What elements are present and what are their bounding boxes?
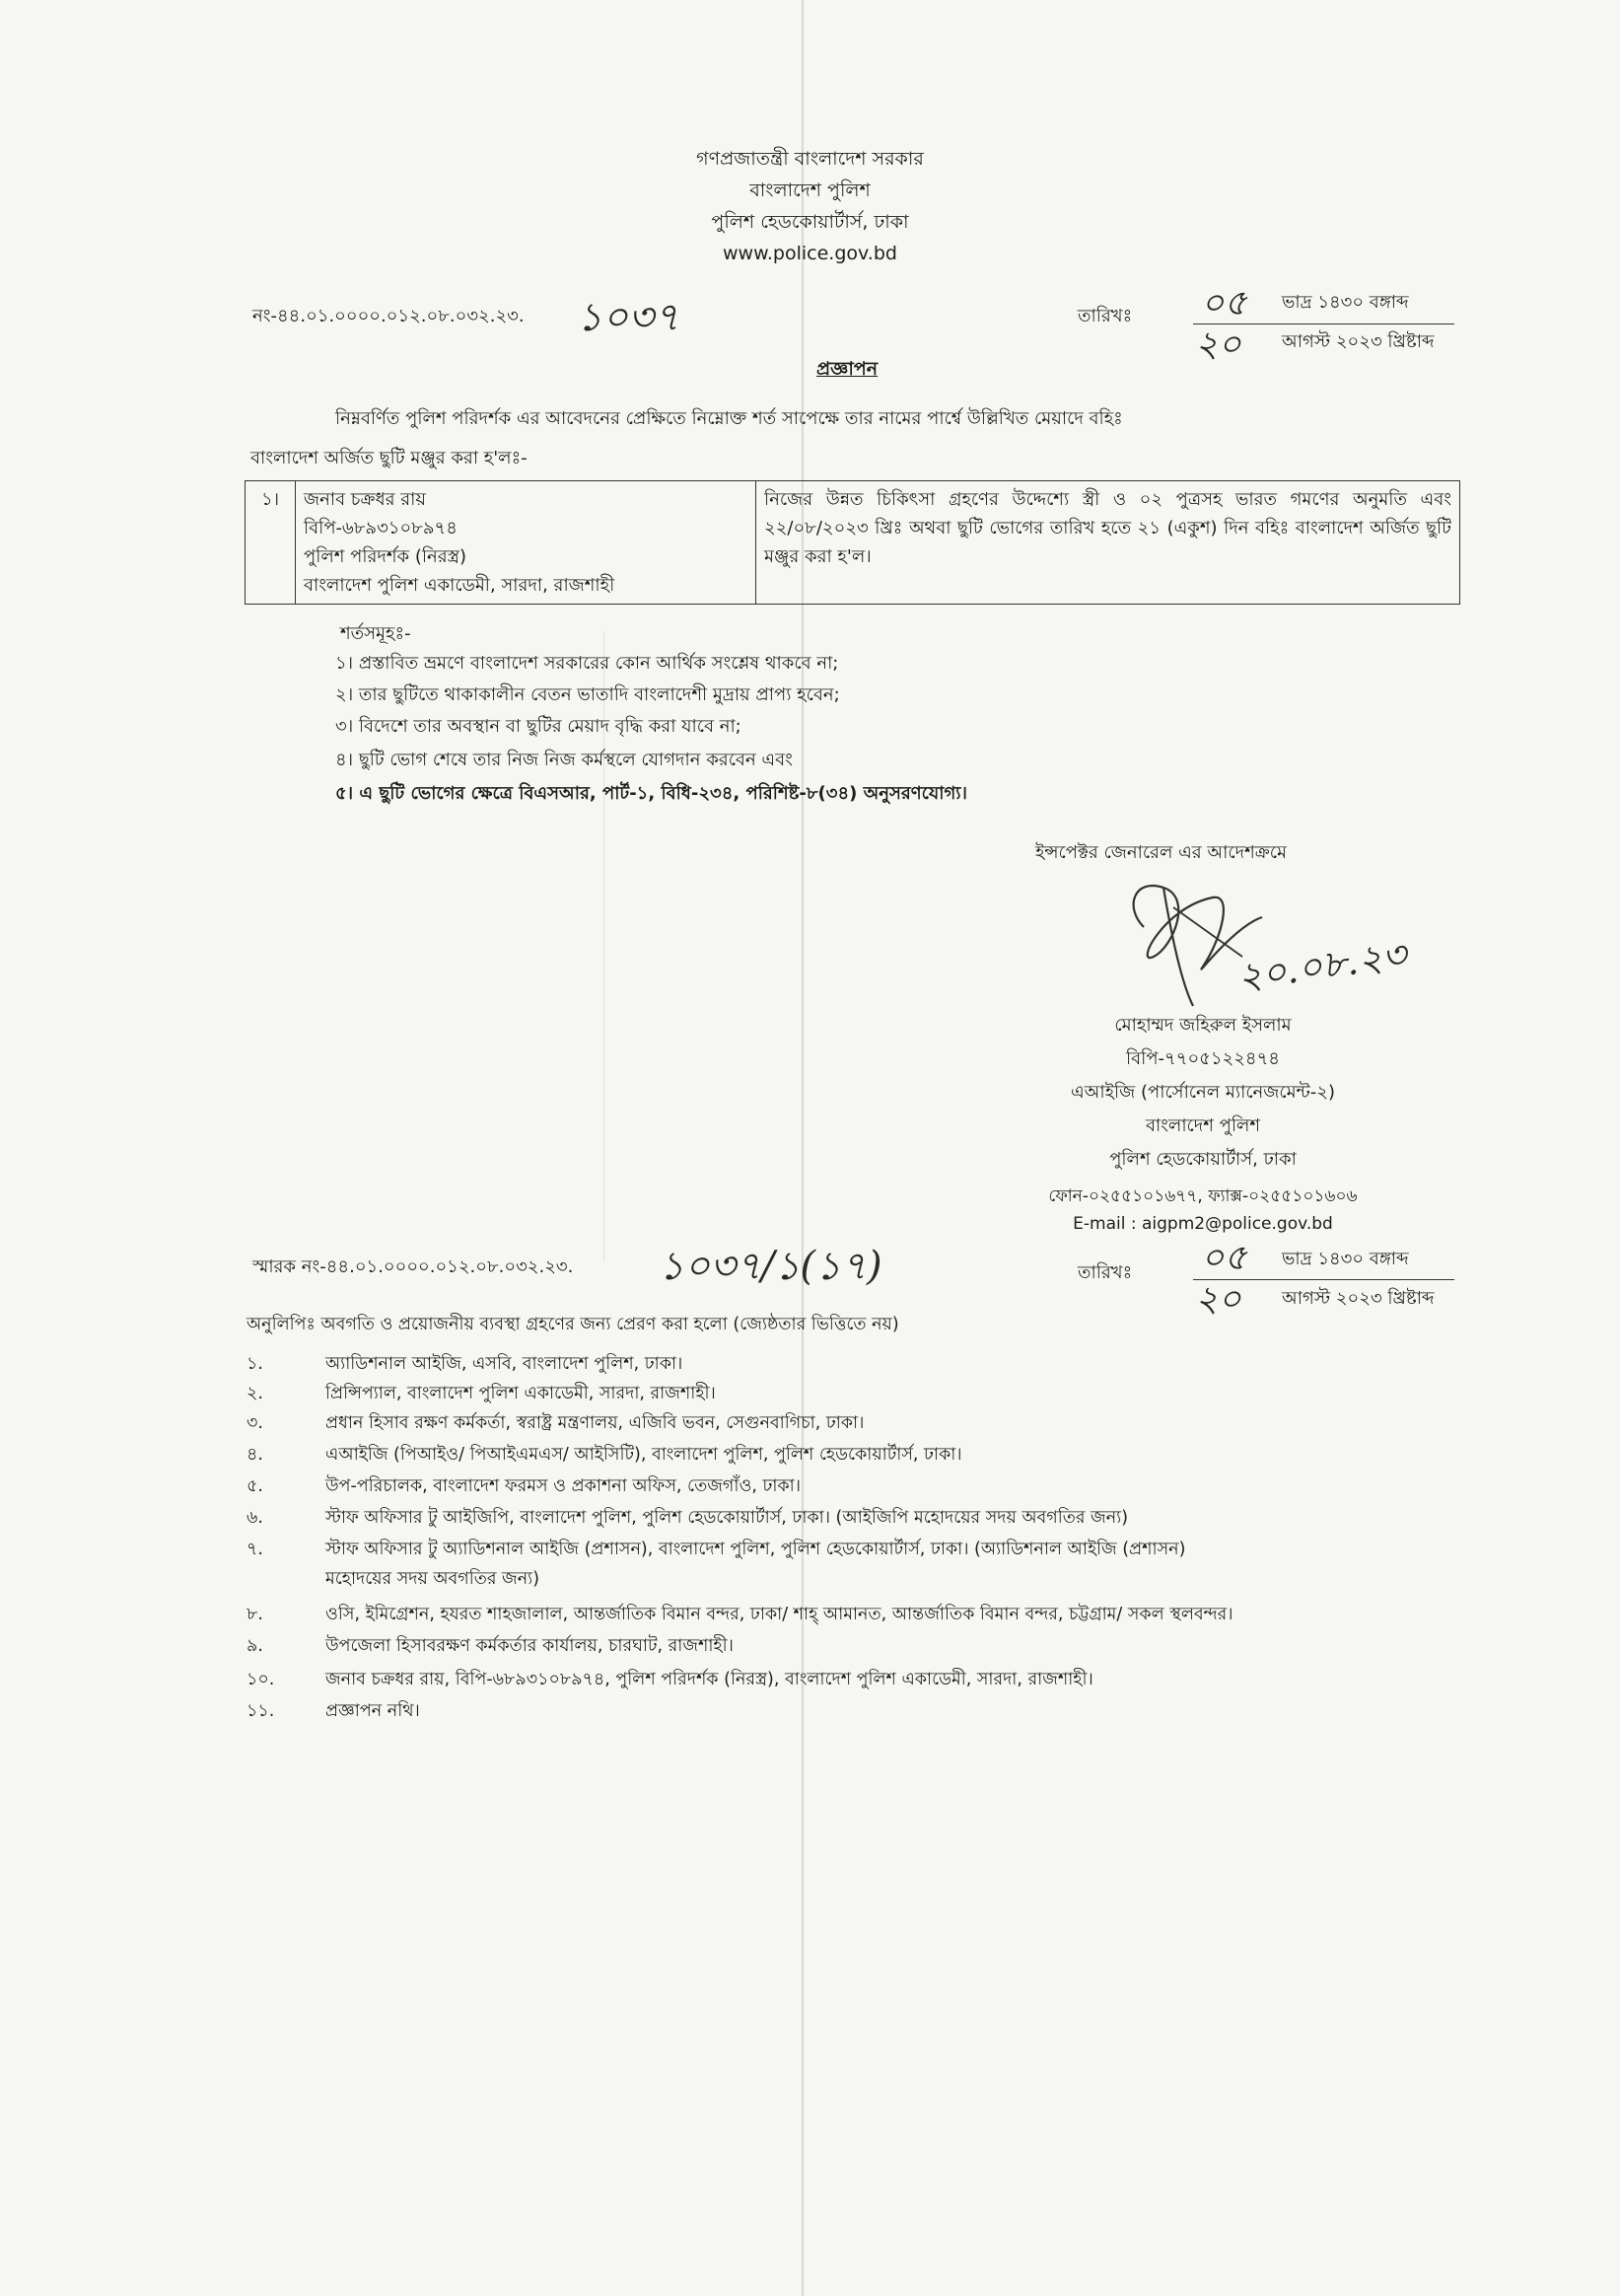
signer-bp: বিপি-৭৭০৫১২২৪৭৪ <box>1126 1048 1280 1069</box>
list-number: ১১. <box>247 1701 275 1721</box>
signer-designation: এআইজি (পার্সোনেল ম্যানেজমেন্ট-২) <box>1070 1082 1336 1103</box>
list-item <box>247 1351 682 1380</box>
date-english-day: ২০ <box>1195 324 1241 365</box>
person-name: জনাব চক্রধর রায় <box>304 489 427 510</box>
list-text: জনাব চক্রধর রায়, বিপি-৬৮৯৩১০৮৯৭৪, পুলিশ পরিদর্শক (নিরস্ত্র), বাংলাদেশ পুলিশ একাডেমী, সারদা, রাজশাহী। <box>325 1670 1093 1689</box>
list-number: ৫. <box>247 1476 263 1496</box>
list-item <box>247 1602 1233 1630</box>
condition-item: ৩। বিদেশে তার অবস্থান বা ছুটির মেয়াদ বৃদ্ধি করা যাবে না; <box>335 716 741 737</box>
conditions-heading: শর্তসমূহঃ- <box>340 623 411 644</box>
signer-email[interactable]: E-mail : aigpm2@police.gov.bd <box>1073 1214 1333 1234</box>
condition-item: ৫। এ ছুটি ভোগের ক্ষেত্রে বিএসআর, পার্ট-১, বিধি-২৩৪, পরিশিষ্ট-৮(৩৪) অনুসরণযোগ্য। <box>335 783 967 804</box>
date-label: তারিখঃ <box>1078 306 1133 326</box>
list-number: ১০. <box>247 1670 275 1689</box>
signer-office: পুলিশ হেডকোয়ার্টার্স, ঢাকা <box>1109 1149 1297 1170</box>
list-item <box>247 1667 1093 1695</box>
list-item <box>247 1633 734 1662</box>
intro-line-1: নিম্নবর্ণিত পুলিশ পরিদর্শক এর আবেদনের প্রেক্ষিতে নিম্নোক্ত শর্ত সাপেক্ষে তার নামের পার্শ্বে উল্লিখিত মেয়াদে বহিঃ <box>335 408 1123 429</box>
intro-line-2: বাংলাদেশ অর্জিত ছুটি মঞ্জুর করা হ'লঃ- <box>250 448 528 468</box>
list-number: ৯. <box>247 1636 263 1656</box>
list-number: ৬. <box>247 1508 263 1528</box>
date-english: আগস্ট ২০২৩ খ্রিষ্টাব্দ <box>1282 331 1435 352</box>
list-text: স্টাফ অফিসার টু আইজিপি, বাংলাদেশ পুলিশ, পুলিশ হেডকোয়ার্টার্স, ঢাকা। (আইজিপি মহোদয়ের সদয় অবগতির জন্য) <box>325 1508 1129 1528</box>
date-bangla: ভাদ্র ১৪৩০ বঙ্গাব্দ <box>1282 1249 1409 1269</box>
list-text: প্রধান হিসাব রক্ষণ কর্মকর্তা, স্বরাষ্ট্র মন্ত্রণালয়, এজিবি ভবন, সেগুনবাগিচা, ঢাকা। <box>325 1413 865 1433</box>
date-bangla-day: ০৫ <box>1201 1238 1247 1278</box>
list-text: প্রজ্ঞাপন নথি। <box>325 1701 420 1721</box>
person-unit: বাংলাদেশ পুলিশ একাডেমী, সারদা, রাজশাহী <box>304 575 615 596</box>
memo-number: নং-৪৪.০১.০০০০.০১২.০৮.০৩২.২৩. <box>252 306 525 326</box>
header-website[interactable]: www.police.gov.bd <box>723 243 897 264</box>
list-item <box>247 1410 864 1439</box>
order-line: ইন্সপেক্টর জেনারেল এর আদেশক্রমে <box>1035 842 1288 863</box>
signer-org: বাংলাদেশ পুলিশ <box>1145 1115 1261 1136</box>
date-english-day: ২০ <box>1195 1279 1241 1320</box>
memo-handwritten-number: ১০৩৭ <box>577 295 679 340</box>
list-number: ১. <box>247 1354 263 1374</box>
paper-fold-line <box>802 0 804 2296</box>
leave-grant-table <box>245 480 1460 605</box>
list-item <box>247 1698 420 1727</box>
list-number: ২. <box>247 1384 263 1403</box>
list-item <box>247 1505 1128 1534</box>
list-number: ৭. <box>247 1540 263 1559</box>
list-text: অ্যাডিশনাল আইজি, এসবি, বাংলাদেশ পুলিশ, ঢাকা। <box>325 1354 683 1374</box>
date-bangla-day: ০৫ <box>1201 283 1247 323</box>
condition-item: ২। তার ছুটিতে থাকাকালীন বেতন ভাতাদি বাংলাদেশী মুদ্রায় প্রাপ্য হবেন; <box>335 684 840 705</box>
list-item <box>247 1442 962 1471</box>
date-bangla: ভাদ্র ১৪৩০ বঙ্গাব্দ <box>1282 292 1409 313</box>
signature-date: ২০.০৮.২৩ <box>1234 932 1410 999</box>
list-text: এআইজি (পিআইও/ পিআইএমএস/ আইসিটি), বাংলাদেশ পুলিশ, পুলিশ হেডকোয়ার্টার্স, ঢাকা। <box>325 1445 962 1465</box>
table-cell-person <box>296 481 756 605</box>
table-cell-details: নিজের উন্নত চিকিৎসা গ্রহণের উদ্দেশ্যে স্ত্রী ও ০২ পুত্রসহ ভারত গমণের অনুমতি এবং ২২/০৮/২০২৩ খ্রিঃ অথবা ছুটি ভোগের তারিখ হতে ২১ (একুশ) দিন বহিঃ বাংলাদেশ অর্জিত ছুটি মঞ্জুর করা হ'ল। <box>756 481 1460 605</box>
list-text: উপ-পরিচালক, বাংলাদেশ ফরমস ও প্রকাশনা অফিস, তেজগাঁও, ঢাকা। <box>325 1476 802 1496</box>
list-text: স্টাফ অফিসার টু অ্যাডিশনাল আইজি (প্রশাসন), বাংলাদেশ পুলিশ, পুলিশ হেডকোয়ার্টার্স, ঢাকা। (অ্যাডিশনাল আইজি (প্রশাসন) <box>325 1540 1186 1559</box>
signer-phone: ফোন-০২৫৫১০১৬৭৭, ফ্যাক্স-০২৫৫১০১৬০৬ <box>1048 1186 1358 1206</box>
list-text: প্রিন্সিপ্যাল, বাংলাদেশ পুলিশ একাডেমী, সারদা, রাজশাহী। <box>325 1384 716 1403</box>
list-number: ৪. <box>247 1445 263 1465</box>
header-government: গণপ্রজাতন্ত্রী বাংলাদেশ সরকার <box>696 148 924 170</box>
list-text: ওসি, ইমিগ্রেশন, হযরত শাহজালাল, আন্তর্জাতিক বিমান বন্দর, ঢাকা/ শাহ্ আমানত, আন্তর্জাতিক বিমান বন্দর, চট্টগ্রাম/ সকল স্থলবন্দর। <box>325 1605 1233 1624</box>
signer-name: মোহাম্মদ জহিরুল ইসলাম <box>1114 1015 1292 1036</box>
list-item-continuation: মহোদয়ের সদয় অবগতির জন্য) <box>325 1569 540 1589</box>
list-text: উপজেলা হিসাবরক্ষণ কর্মকর্তার কার্যালয়, চারঘাট, রাজশাহী। <box>325 1636 734 1656</box>
condition-item: ১। প্রস্তাবিত ভ্রমণে বাংলাদেশ সরকারের কোন আর্থিক সংশ্লেষ থাকবে না; <box>335 653 839 674</box>
table-cell-serial: ১। <box>246 481 296 605</box>
list-item <box>247 1381 716 1409</box>
list-number: ৩. <box>247 1413 263 1433</box>
header-office: পুলিশ হেডকোয়ার্টার্স, ঢাকা <box>711 211 909 233</box>
list-number: ৮. <box>247 1605 263 1624</box>
date-english: আগস্ট ২০২৩ খ্রিষ্টাব্দ <box>1282 1288 1435 1309</box>
header-police: বাংলাদেশ পুলিশ <box>749 179 871 201</box>
list-item <box>247 1473 801 1502</box>
table-row <box>246 481 1460 605</box>
list-item <box>247 1537 1185 1565</box>
person-rank: পুলিশ পরিদর্শক (নিরস্ত্র) <box>304 546 467 567</box>
document-title: প্রজ্ঞাপন <box>816 358 879 380</box>
date-label: তারিখঃ <box>1078 1262 1133 1283</box>
memo-bottom-handwritten-number: ১০৩৭/১(১৭) <box>659 1244 882 1289</box>
memo-bottom-number: স্মারক নং-৪৪.০১.০০০০.০১২.০৮.০৩২.২৩. <box>252 1256 574 1277</box>
person-bp: বিপি-৬৮৯৩১০৮৯৭৪ <box>304 518 458 538</box>
copy-heading: অনুলিপিঃ অবগতি ও প্রয়োজনীয় ব্যবস্থা গ্রহণের জন্য প্রেরণ করা হলো (জ্যেষ্ঠতার ভিত্তিতে নয়) <box>247 1315 899 1334</box>
condition-item: ৪। ছুটি ভোগ শেষে তার নিজ নিজ কর্মস্থলে যোগদান করবেন এবং <box>335 750 793 770</box>
